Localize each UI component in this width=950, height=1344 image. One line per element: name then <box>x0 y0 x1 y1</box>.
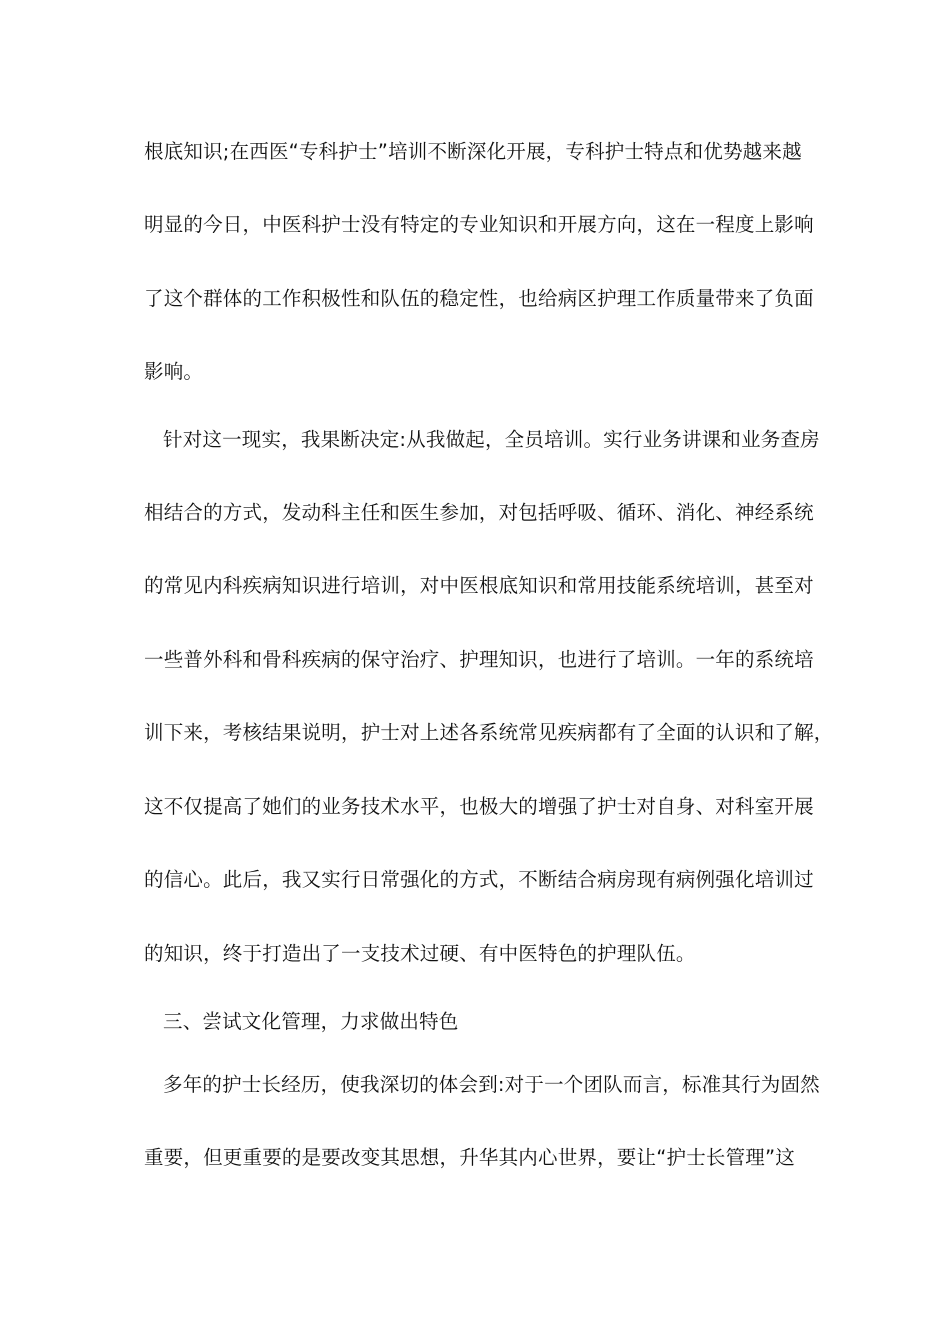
text-line-8: 一些普外科和骨科疾病的保守治疗、护理知识，也进行了培训。一年的系统培 <box>144 648 814 671</box>
text-line-11: 的信心。此后，我又实行日常强化的方式，不断结合病房现有病例强化培训过 <box>144 868 814 891</box>
text-line-7: 的常见内科疾病知识进行培训，对中医根底知识和常用技能系统培训，甚至对 <box>144 574 814 597</box>
text-line-1: 根底知识;在西医“专科护士”培训不断深化开展，专科护士特点和优势越来越 <box>144 140 802 163</box>
text-line-2: 明显的今日，中医科护士没有特定的专业知识和开展方向，这在一程度上影响 <box>144 213 814 236</box>
text-line-15: 重要，但更重要的是要改变其思想，升华其内心世界，要让“护士长管理”这 <box>144 1146 796 1169</box>
section-heading: 三、尝试文化管理，力求做出特色 <box>163 1010 459 1033</box>
text-line-10: 这不仅提高了她们的业务技术水平，也极大的增强了护士对自身、对科室开展 <box>144 795 814 818</box>
text-line-9: 训下来，考核结果说明，护士对上述各系统常见疾病都有了全面的认识和了解， <box>144 721 834 744</box>
text-line-3: 了这个群体的工作积极性和队伍的稳定性，也给病区护理工作质量带来了负面 <box>144 287 814 310</box>
text-line-12: 的知识，终于打造出了一支技术过硬、有中医特色的护理队伍。 <box>144 942 696 965</box>
paragraph-start-line: 针对这一现实，我果断决定:从我做起，全员培训。实行业务讲课和业务查房 <box>163 428 820 451</box>
text-line-6: 相结合的方式，发动科主任和医生参加，对包括呼吸、循环、消化、神经系统 <box>144 501 814 524</box>
text-line-4: 影响。 <box>144 360 204 383</box>
paragraph-start-line: 多年的护士长经历，使我深切的体会到:对于一个团队而言，标准其行为固然 <box>163 1073 820 1096</box>
